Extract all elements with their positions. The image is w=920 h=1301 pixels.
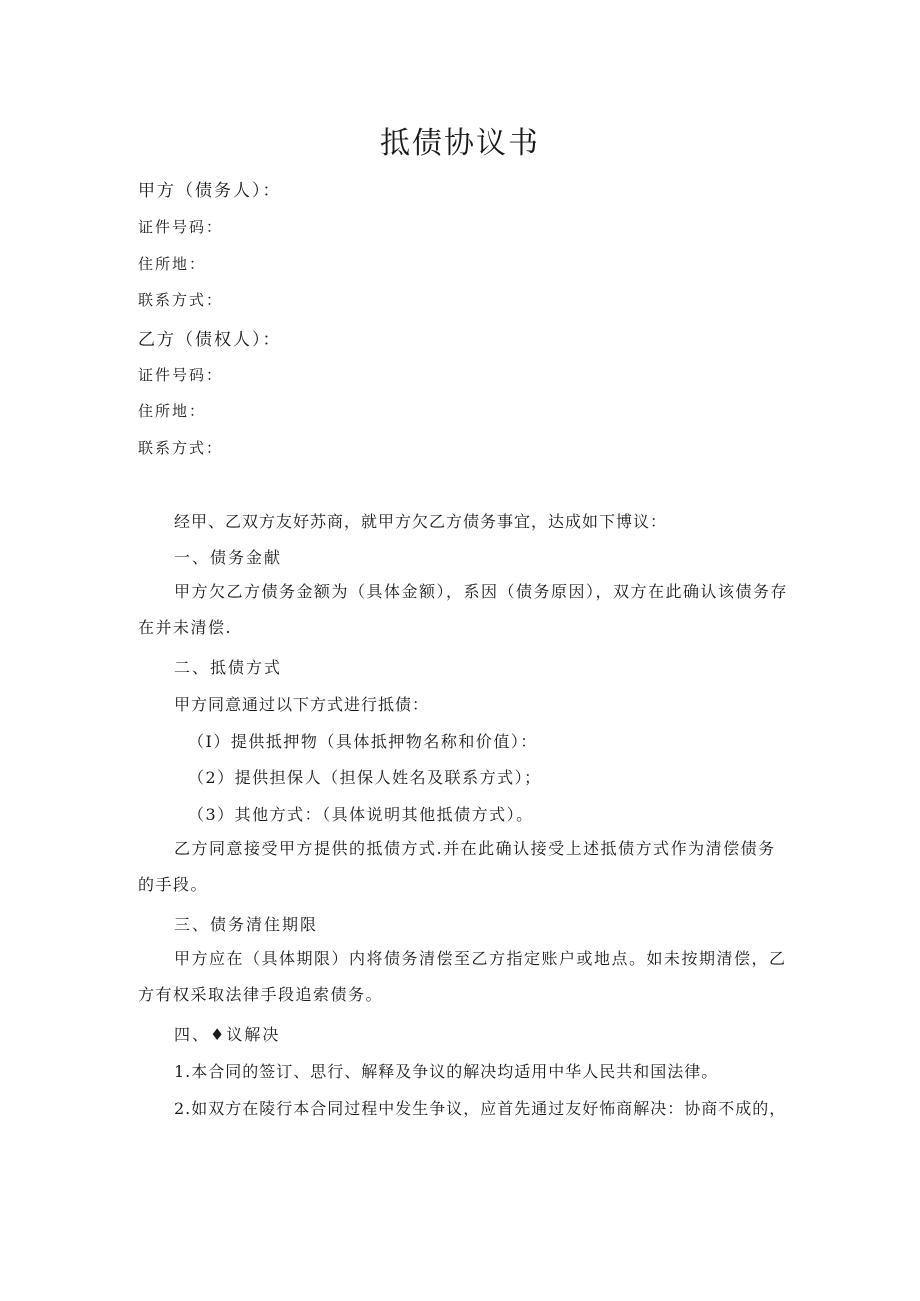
document-title: 抵债协议书: [380, 126, 540, 161]
section2-intro: 甲方同意通过以下方式进行抵债：: [174, 695, 430, 714]
intro-paragraph: 经甲、乙双方友好苏商，就甲方欠乙方债务事宜，达成如下博议：: [174, 512, 668, 531]
section2-item-3: （3）其他方式：（具体说明其他抵债方式）。: [188, 805, 534, 824]
section2-item-2: （2）提供担保人（担保人姓名及联系方式）；: [188, 768, 542, 787]
section4-clause-2: 2.如双方在陵行本合同过程中发生争议，应首先通过友好怖商解决：协商不成的，: [174, 1099, 787, 1118]
section2-item-1: （I）提供抵押物（具体抵押物名称和价值）：: [188, 732, 538, 751]
party-a-heading: 甲方（债务人）：: [138, 181, 282, 201]
party-b-heading: 乙方（债权人）：: [138, 330, 282, 350]
section4-clause-1: 1.本合同的签订、思行、解释及争议的解决均适用中华人民共和国法律。: [174, 1062, 719, 1081]
section2-closing: 乙方同意接受甲方提供的抵债方式.并在此确认接受上述抵债方式作为清偿债务的手段。: [138, 839, 776, 894]
section1-heading: 一、债务金献: [174, 548, 283, 567]
section4-heading: 四、♦议解决: [174, 1025, 281, 1044]
party-a-contact-label: 联系方式：: [138, 291, 224, 309]
section3-text: 甲方应在（具体期限）内将债务清偿至乙方指定账户或地点。如未按期清偿，乙方有权采取法律手段追索债务。: [138, 949, 787, 1004]
section1-text: 甲方欠乙方债务金额为（具体金额），系因（债务原因），双方在此确认该债务存在并未清偿.: [138, 582, 789, 637]
party-a-address-label: 住所地：: [138, 255, 207, 273]
section2-heading: 二、抵债方式: [174, 658, 283, 677]
party-b-address-label: 住所地：: [138, 402, 207, 420]
party-a-id-label: 证件号码：: [138, 218, 224, 236]
party-b-contact-label: 联系方式：: [138, 439, 224, 457]
section3-heading: 三、债务清住期限: [174, 915, 319, 934]
party-b-id-label: 证件号码：: [138, 366, 224, 384]
